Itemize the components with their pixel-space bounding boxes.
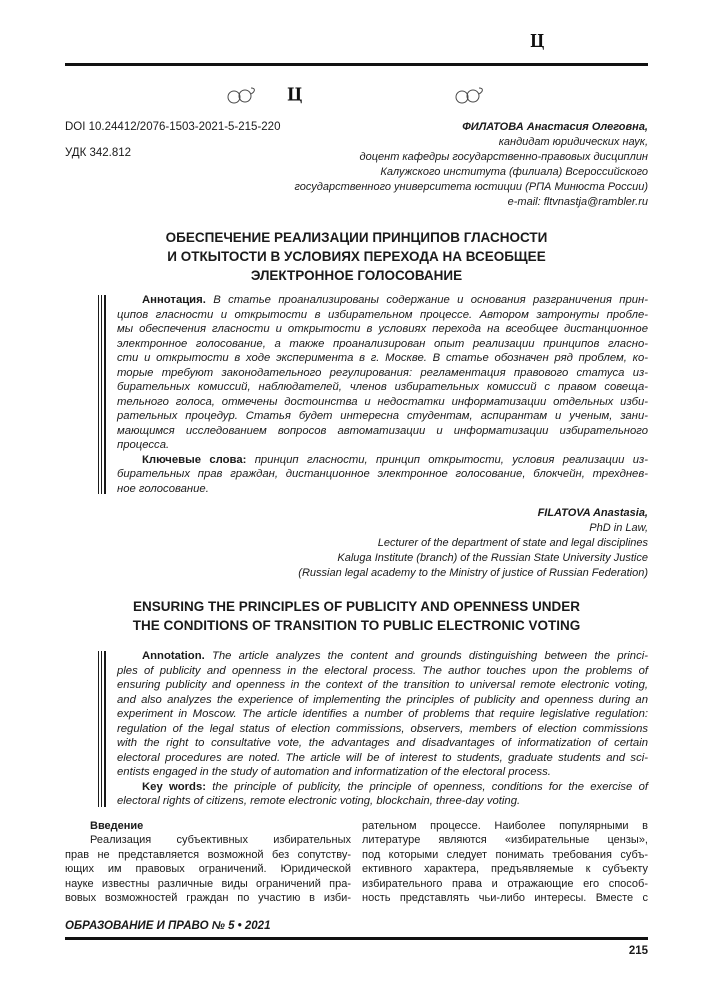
footer-rule xyxy=(65,937,648,940)
body-left-lines: прав не представляется возможной без сопутству- ющих им правовых ограничений. Юридической науке известны различные виды ограничений пра- вовых возможностей граждан по участию в изби- xyxy=(65,848,351,904)
author-block-ru xyxy=(280,120,648,210)
body-column-right xyxy=(362,819,648,906)
body-right-lines: рательном процессе. Наиболее популярными в литературе являются «избирательные цензы», под которыми следует понимать требования субъ- ективного характера, предъявляемые к субъекту избирательного права и отражающие его способ- ность представлять чьи-либо интересы. Вместе с xyxy=(362,819,648,904)
page-footer xyxy=(65,919,648,957)
keywords-en-label: Key words: xyxy=(142,780,206,793)
abstract-ru-lines: ципов гласности и открытости в избирательном процессе. Автором затронуты пробле- мы обеспечения гласности и открытости в условиях перехода на всеобщее дистанционное электронное голосование, а также проанализирован опыт реализации принципов гласно- сти и открытости в ходе эксперимента в г. Москве. В статье обозначен ряд проблем, ко- торые требуют законодательного регулирования: регламентация правового статуса из- бирательных комиссий, наблюдателей, членов избирательных комиссий с правом совеща- тельного голоса, отмечены достоинства и недостатки информатизации отдельных изби- рательных процедур. Статья будет интересна студентам, аспирантам и ученым, зани- мающимся исследованием вопросов автоматизации и информатизации избирательного процесса. xyxy=(117,308,648,451)
ornament-glyph: Ц xyxy=(287,84,303,105)
identifier-block xyxy=(65,120,280,210)
abstract-en xyxy=(117,649,648,780)
body-left-first-line: Реализация субъективных избирательных xyxy=(90,834,351,846)
body-columns xyxy=(65,819,648,906)
abstract-en-label: Annotation. xyxy=(142,650,205,662)
keywords-ru-first-line: принцип гласности, принцип открытости, условия реализации из- xyxy=(254,453,648,466)
keywords-ru xyxy=(117,453,648,497)
author-affiliation-en: PhD in Law, Lecturer of the department of state and legal disciplines Kaluga Institute (branch) of the Russian State University Justice (Russian legal academy to the Ministry of justice of Russian Federation) xyxy=(298,522,648,579)
swirl-ornament-icon xyxy=(453,87,487,105)
author-block-en xyxy=(65,506,648,581)
keywords-ru-label: Ключевые слова: xyxy=(142,453,247,466)
keywords-en xyxy=(117,780,648,809)
author-name-en: FILATOVA Anastasia, xyxy=(537,507,648,519)
page-number: 215 xyxy=(628,944,648,957)
keywords-en-lines: electoral rights of citizens, remote electronic voting, blockchain, three-day voting. xyxy=(117,795,521,807)
corner-glyph: Ц xyxy=(530,30,545,52)
abstract-en-first-line: The article analyzes the content and grounds distinguishing between the princi- xyxy=(211,650,648,662)
keywords-en-first-line: the principle of publicity, the principle of openness, conditions for the exercise of xyxy=(212,780,649,793)
doi: DOI 10.24412/2076-1503-2021-5-215-220 xyxy=(65,121,281,133)
abstract-block-en xyxy=(98,649,648,809)
abstract-en-lines: ples of publicity and openness in the electoral process. The author touches upon the problems of ensuring publicity and openness in the context of the transition to universal remote electronic voting, and also analyzes the experience of implementing the principles of publicity and openness during an experiment in Moscow. The article identifies a number of problems that require legislative regulation: regulation of the legal status of election commissions, observers, members of election commissions with the right to consultative vote, the advantages and disadvantages of informatization of certain electoral procedures are noted. The article will be of interest to students, graduate students and sci- entists engaged in the study of automation and informatization of the electoral process. xyxy=(117,664,648,778)
abstract-block-ru xyxy=(98,293,648,496)
author-name-ru: ФИЛАТОВА Анастасия Олеговна, xyxy=(462,121,648,133)
article-title-ru xyxy=(65,228,648,285)
article-header xyxy=(65,120,648,210)
title-ru-lines: ОБЕСПЕЧЕНИЕ РЕАЛИЗАЦИИ ПРИНЦИПОВ ГЛАСНОСТИ И ОТКЫТОСТИ В УСЛОВИЯХ ПЕРЕХОДА НА ВСЕОБЩЕЕ ЭЛЕКТРОННОЕ ГОЛОСОВАНИЕ xyxy=(165,230,548,283)
intro-heading: Введение xyxy=(90,819,144,832)
keywords-ru-lines: бирательных прав граждан, дистанционное электронное голосование, блокчейн, трехднев- ное голосование. xyxy=(117,468,648,495)
swirl-ornament-icon xyxy=(225,87,259,105)
body-column-left xyxy=(65,819,351,906)
journal-title: ОБРАЗОВАНИЕ И ПРАВО № 5 • 2021 xyxy=(65,919,271,932)
title-en-lines: ENSURING THE PRINCIPLES OF PUBLICITY AND OPENNESS UNDER THE CONDITIONS OF TRANSITION TO PUBLIC ELECTRONIC VOTING xyxy=(132,599,581,633)
abstract-ru-label: Аннотация. xyxy=(142,294,206,306)
ornament-row xyxy=(65,84,648,108)
udk-code: УДК 342.812 xyxy=(65,147,132,159)
abstract-ru-first-line: В статье проанализированы содержание и основания разграничения прин- xyxy=(213,294,649,306)
article-title-en xyxy=(65,597,648,635)
top-rule xyxy=(65,63,648,66)
abstract-ru xyxy=(117,293,648,453)
author-affiliation-ru: кандидат юридических наук, доцент кафедры государственно-правовых дисциплин Калужского института (филиала) Всероссийского государственного университета юстиции (РПА Минюста России) e-mail: fltvnastja@rambler.ru xyxy=(294,136,648,208)
